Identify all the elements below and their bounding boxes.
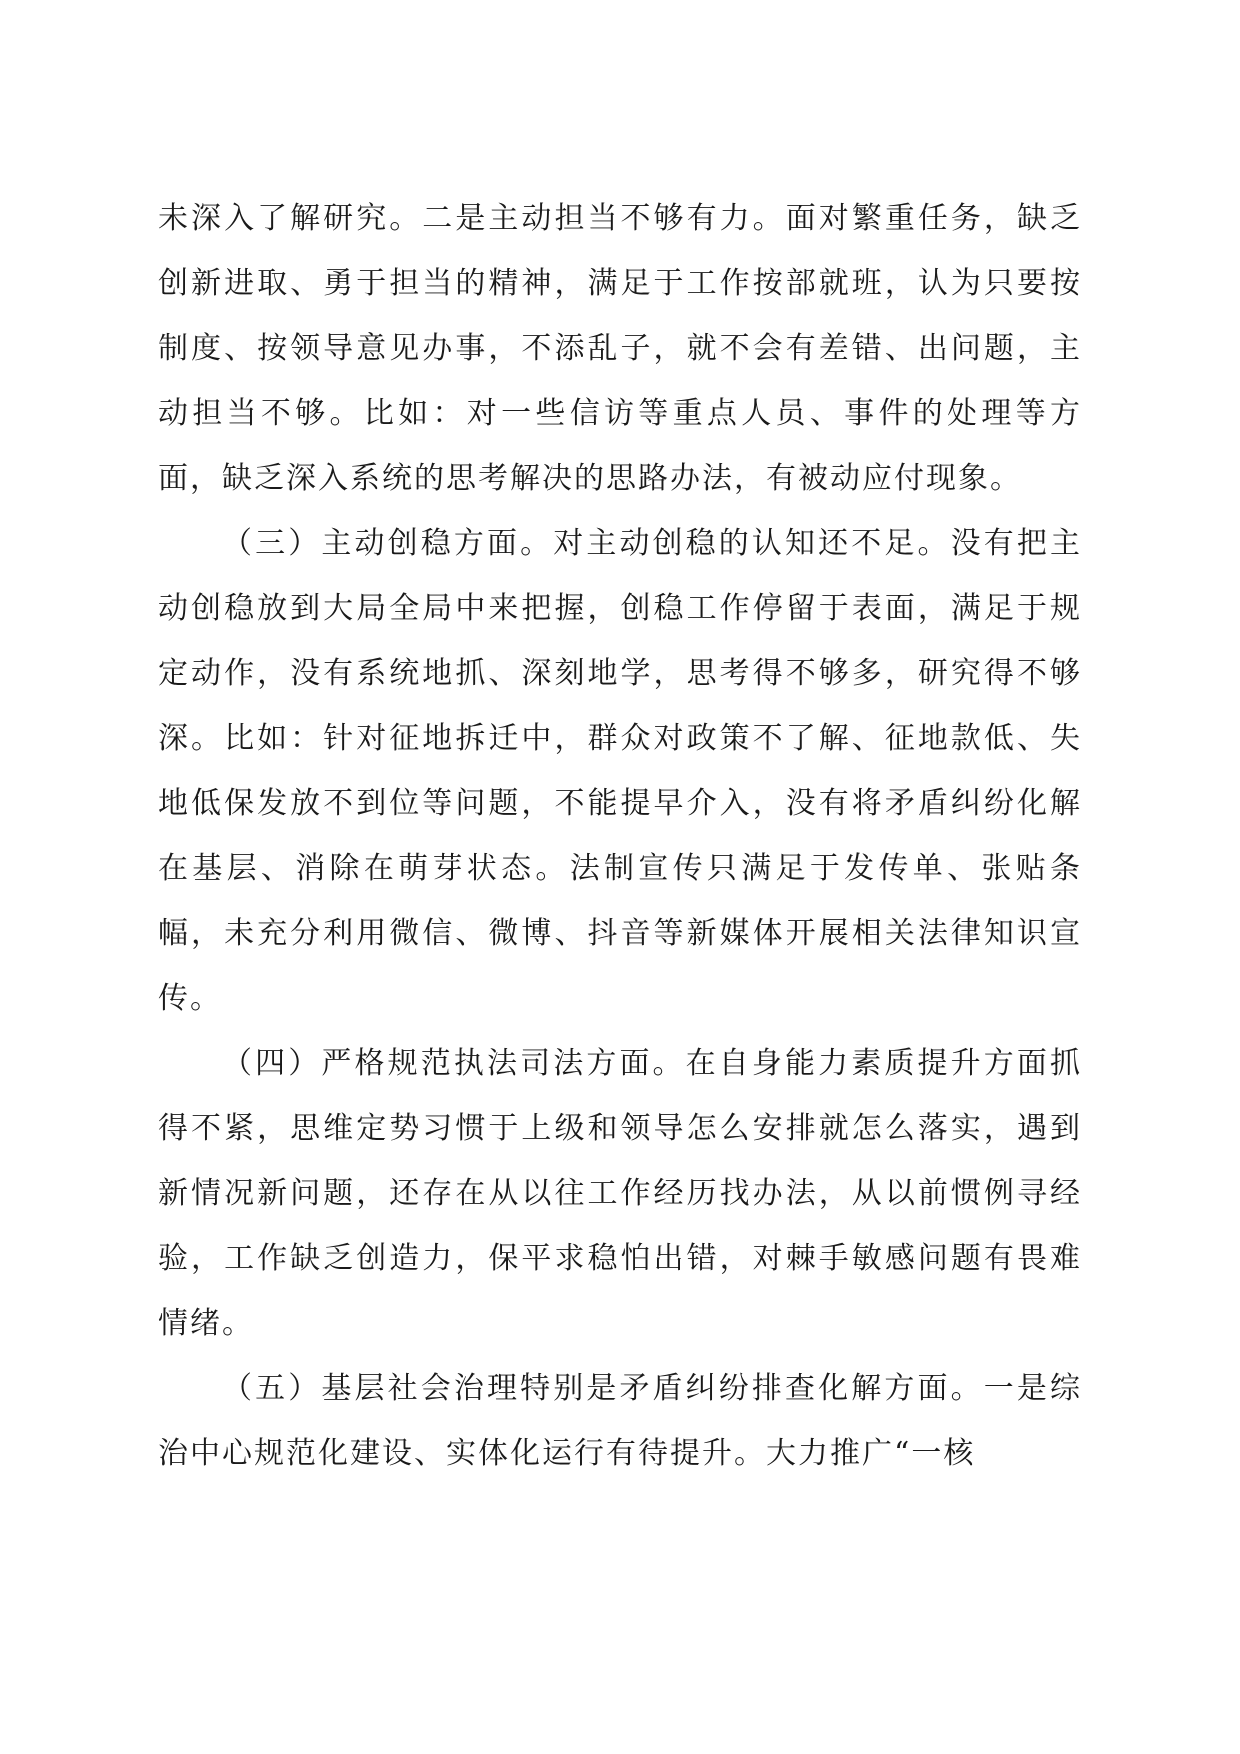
paragraph-section-5: （五）基层社会治理特别是矛盾纠纷排查化解方面。一是综治中心规范化建设、实体化运行有待提升。大力推广“一核 [158,1371,1082,1471]
paragraph-continuation: 未深入了解研究。二是主动担当不够有力。面对繁重任务，缺乏创新进取、勇于担当的精神，满足于工作按部就班，认为只要按制度、按领导意见办事，不添乱子，就不会有差错、出问题，主动担当不够。比如：对一些信访等重点人员、事件的处理等方面，缺乏深入系统的思考解决的思路办法，有被动应付现象。 [158,201,1082,496]
paragraph-section-4: （四）严格规范执法司法方面。在自身能力素质提升方面抓得不紧，思维定势习惯于上级和领导怎么安排就怎么落实，遇到新情况新问题，还存在从以往工作经历找办法，从以前惯例寻经验，工作缺乏创造力，保平求稳怕出错，对棘手敏感问题有畏难情绪。 [158,1046,1082,1341]
document-body [158,186,1082,1486]
paragraph-section-3: （三）主动创稳方面。对主动创稳的认知还不足。没有把主动创稳放到大局全局中来把握，创稳工作停留于表面，满足于规定动作，没有系统地抓、深刻地学，思考得不够多，研究得不够深。比如：针对征地拆迁中，群众对政策不了解、征地款低、失地低保发放不到位等问题，不能提早介入，没有将矛盾纠纷化解在基层、消除在萌芽状态。法制宣传只满足于发传单、张贴条幅，未充分利用微信、微博、抖音等新媒体开展相关法律知识宣传。 [158,526,1082,1016]
